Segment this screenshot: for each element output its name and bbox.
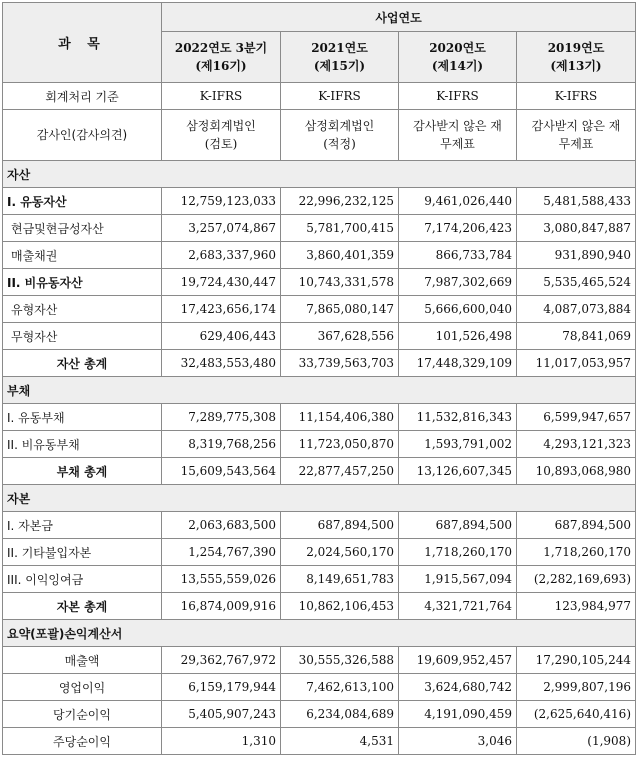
accounting-standard-value: K-IFRS — [517, 83, 636, 110]
auditor-name: 감사받지 않은 재 — [413, 119, 502, 133]
row-label-capital-stock: I. 자본금 — [3, 512, 162, 539]
auditor-opinion: (적정) — [323, 137, 356, 151]
value-cell: 101,526,498 — [399, 323, 517, 350]
year-header — [399, 32, 517, 83]
row-label-tangible-assets: 유형자산 — [3, 296, 162, 323]
value-cell: 11,532,816,343 — [399, 404, 517, 431]
value-cell: 11,723,050,870 — [281, 431, 399, 458]
value-cell: 1,915,567,094 — [399, 566, 517, 593]
value-cell: 30,555,326,588 — [281, 647, 399, 674]
value-cell: 7,865,080,147 — [281, 296, 399, 323]
value-cell: 2,024,560,170 — [281, 539, 399, 566]
row-label-total-equity: 자본 총계 — [3, 593, 162, 620]
value-cell: 3,624,680,742 — [399, 674, 517, 701]
value-cell: 19,724,430,447 — [162, 269, 281, 296]
value-cell: 17,290,105,244 — [517, 647, 636, 674]
value-cell: 17,448,329,109 — [399, 350, 517, 377]
value-cell: 6,159,179,944 — [162, 674, 281, 701]
value-cell: 13,126,607,345 — [399, 458, 517, 485]
value-cell: 10,862,106,453 — [281, 593, 399, 620]
value-cell: 6,234,084,689 — [281, 701, 399, 728]
value-cell: 5,535,465,524 — [517, 269, 636, 296]
value-cell: 13,555,559,026 — [162, 566, 281, 593]
row-label-total-assets: 자산 총계 — [3, 350, 162, 377]
value-cell: 11,154,406,380 — [281, 404, 399, 431]
value-cell: 1,718,260,170 — [399, 539, 517, 566]
accounting-standard-value: K-IFRS — [162, 83, 281, 110]
value-cell: 8,319,768,256 — [162, 431, 281, 458]
value-cell: 33,739,563,703 — [281, 350, 399, 377]
value-cell: 15,609,543,564 — [162, 458, 281, 485]
year-header — [281, 32, 399, 83]
auditor-opinion: 무제표 — [558, 137, 594, 151]
accounting-standard-value: K-IFRS — [281, 83, 399, 110]
year-label: 2021연도 — [311, 41, 368, 55]
value-cell: 22,877,457,250 — [281, 458, 399, 485]
year-label: 2019연도 — [547, 41, 605, 55]
value-cell: 687,894,500 — [281, 512, 399, 539]
year-label: 2022연도 3분기 — [174, 41, 268, 55]
section-title-assets: 자산 — [3, 161, 636, 188]
row-label-net-income: 당기순이익 — [3, 701, 162, 728]
auditor-name: 삼정회계법인 — [304, 119, 375, 133]
value-cell: 7,174,206,423 — [399, 215, 517, 242]
row-label-other-paid-in-capital: II. 기타불입자본 — [3, 539, 162, 566]
financial-summary-table — [2, 2, 636, 755]
row-label-operating-income: 영업이익 — [3, 674, 162, 701]
row-label-total-liabilities: 부채 총계 — [3, 458, 162, 485]
row-label-noncurrent-liabilities: II. 비유동부채 — [3, 431, 162, 458]
row-label-current-liabilities: I. 유동부채 — [3, 404, 162, 431]
value-cell: 7,987,302,669 — [399, 269, 517, 296]
value-cell: 1,254,767,390 — [162, 539, 281, 566]
auditor-value — [281, 110, 399, 161]
value-cell: 32,483,553,480 — [162, 350, 281, 377]
value-cell: 687,894,500 — [399, 512, 517, 539]
row-label-intangible-assets: 무형자산 — [3, 323, 162, 350]
value-cell: 367,628,556 — [281, 323, 399, 350]
year-header — [517, 32, 636, 83]
auditor-opinion: (검토) — [204, 137, 238, 151]
fiscal-year-group-header: 사업연도 — [162, 3, 636, 32]
value-cell: 4,293,121,323 — [517, 431, 636, 458]
row-label-noncurrent-assets: II. 비유동자산 — [3, 269, 162, 296]
value-cell: 1,593,791,002 — [399, 431, 517, 458]
value-cell: 3,080,847,887 — [517, 215, 636, 242]
value-cell: 931,890,940 — [517, 242, 636, 269]
accounting-standard-value: K-IFRS — [399, 83, 517, 110]
value-cell: 9,461,026,440 — [399, 188, 517, 215]
value-cell: 6,599,947,657 — [517, 404, 636, 431]
value-cell: 10,893,068,980 — [517, 458, 636, 485]
value-cell: 7,289,775,308 — [162, 404, 281, 431]
value-cell: 7,462,613,100 — [281, 674, 399, 701]
value-cell: 1,718,260,170 — [517, 539, 636, 566]
year-label: 2020연도 — [429, 41, 486, 55]
value-cell: 4,191,090,459 — [399, 701, 517, 728]
auditor-value — [517, 110, 636, 161]
financial-summary — [2, 2, 636, 755]
section-title-liabilities: 부채 — [3, 377, 636, 404]
value-cell: 3,046 — [399, 728, 517, 755]
value-cell: 16,874,009,916 — [162, 593, 281, 620]
value-cell: 5,781,700,415 — [281, 215, 399, 242]
auditor-name: 감사받지 않은 재 — [531, 119, 621, 133]
value-cell: 629,406,443 — [162, 323, 281, 350]
year-header — [162, 32, 281, 83]
auditor-label: 감사인(감사의견) — [3, 110, 162, 161]
value-cell: 11,017,053,957 — [517, 350, 636, 377]
section-title-income-statement: 요약(포괄)손익계산서 — [3, 620, 636, 647]
value-cell: 3,860,401,359 — [281, 242, 399, 269]
auditor-name: 삼정회계법인 — [186, 119, 256, 133]
value-cell: (1,908) — [517, 728, 636, 755]
row-label-receivables: 매출채권 — [3, 242, 162, 269]
row-label-eps: 주당순이익 — [3, 728, 162, 755]
row-label-retained-earnings: III. 이익잉여금 — [3, 566, 162, 593]
term-label: (제16기) — [195, 59, 247, 73]
row-label-revenue: 매출액 — [3, 647, 162, 674]
row-label-current-assets: I. 유동자산 — [3, 188, 162, 215]
accounting-standard-label: 회계처리 기준 — [3, 83, 162, 110]
section-title-equity: 자본 — [3, 485, 636, 512]
value-cell: 866,733,784 — [399, 242, 517, 269]
value-cell: 4,321,721,764 — [399, 593, 517, 620]
value-cell: 17,423,656,174 — [162, 296, 281, 323]
value-cell: 2,063,683,500 — [162, 512, 281, 539]
subject-header: 과 목 — [3, 3, 162, 83]
auditor-value — [162, 110, 281, 161]
row-label-cash: 현금및현금성자산 — [3, 215, 162, 242]
value-cell: 5,481,588,433 — [517, 188, 636, 215]
term-label: (제14기) — [431, 59, 484, 73]
value-cell: 5,405,907,243 — [162, 701, 281, 728]
value-cell: 123,984,977 — [517, 593, 636, 620]
value-cell: 10,743,331,578 — [281, 269, 399, 296]
value-cell: 78,841,069 — [517, 323, 636, 350]
value-cell: 5,666,600,040 — [399, 296, 517, 323]
value-cell: 12,759,123,033 — [162, 188, 281, 215]
term-label: (제13기) — [550, 59, 602, 73]
value-cell: (2,282,169,693) — [517, 566, 636, 593]
term-label: (제15기) — [313, 59, 366, 73]
auditor-value — [399, 110, 517, 161]
value-cell: 29,362,767,972 — [162, 647, 281, 674]
value-cell: 2,683,337,960 — [162, 242, 281, 269]
value-cell: 2,999,807,196 — [517, 674, 636, 701]
value-cell: 22,996,232,125 — [281, 188, 399, 215]
auditor-opinion: 무제표 — [440, 137, 475, 151]
value-cell: 3,257,074,867 — [162, 215, 281, 242]
value-cell: 1,310 — [162, 728, 281, 755]
value-cell: 19,609,952,457 — [399, 647, 517, 674]
value-cell: 8,149,651,783 — [281, 566, 399, 593]
value-cell: 687,894,500 — [517, 512, 636, 539]
value-cell: 4,087,073,884 — [517, 296, 636, 323]
value-cell: 4,531 — [281, 728, 399, 755]
value-cell: (2,625,640,416) — [517, 701, 636, 728]
